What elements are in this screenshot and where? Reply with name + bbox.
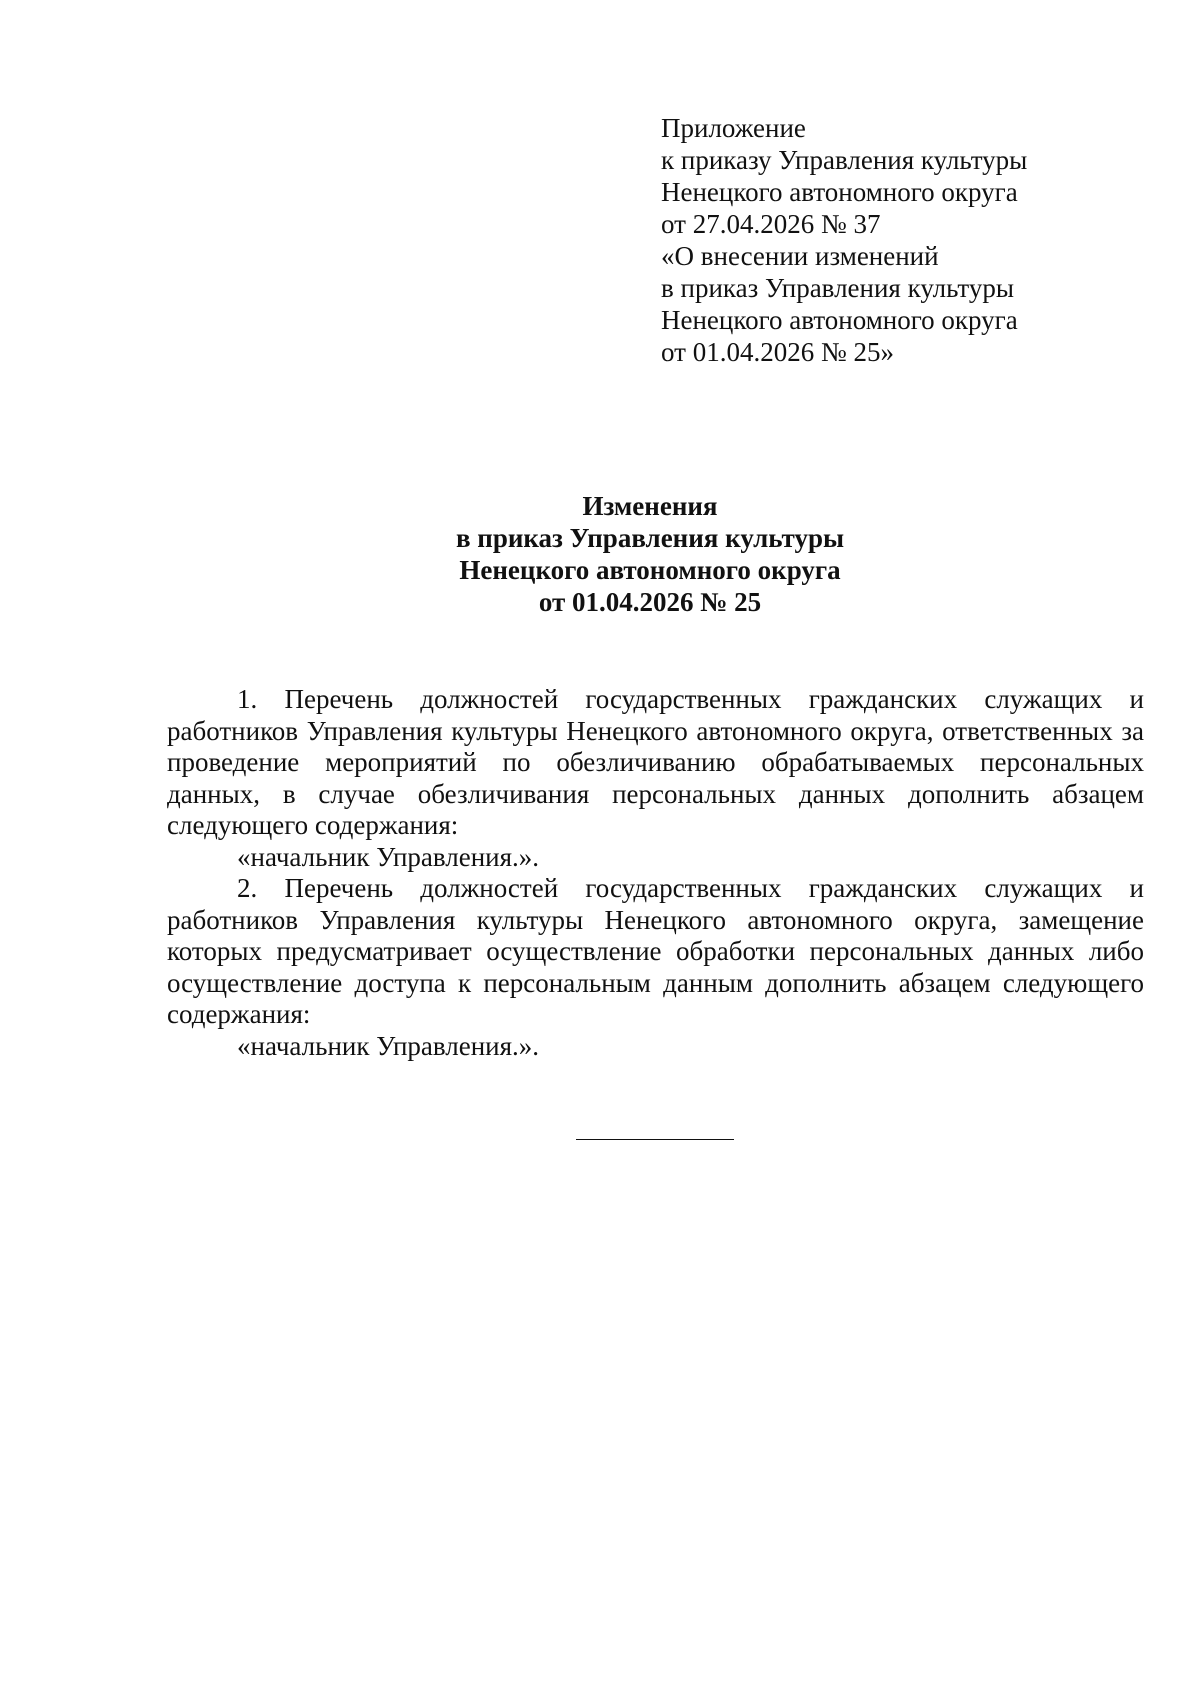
appendix-line: в приказ Управления культуры <box>661 273 1014 303</box>
title-line: Ненецкого автономного округа <box>459 555 841 585</box>
item-2-quote: «начальник Управления.». <box>237 1030 540 1061</box>
end-divider-line <box>576 1139 734 1140</box>
appendix-header <box>661 112 1141 368</box>
document-body <box>167 684 1144 1062</box>
title-line: Изменения <box>582 491 718 521</box>
document-title <box>0 490 1200 618</box>
appendix-line: от 01.04.2026 № 25» <box>661 337 894 367</box>
appendix-line: Приложение <box>661 113 806 143</box>
appendix-line: «О внесении изменений <box>661 241 939 271</box>
appendix-line: Ненецкого автономного округа <box>661 305 1018 335</box>
appendix-line: Ненецкого автономного округа <box>661 177 1018 207</box>
item-1-quote: «начальник Управления.». <box>237 841 540 872</box>
title-line: от 01.04.2026 № 25 <box>538 587 762 617</box>
appendix-line: к приказу Управления культуры <box>661 145 1028 175</box>
appendix-line: от 27.04.2026 № 37 <box>661 209 881 239</box>
item-2-paragraph: 2. Перечень должностей государственных гражданских служащих и работников Управления культуры Ненецкого автономного округа, замещение которых предусматривает осуществление обработки персональных данных либо осуществление доступа к персональным данным дополнить абзацем следующего содержания: <box>167 873 1144 1029</box>
item-1-paragraph: 1. Перечень должностей государственных гражданских служащих и работников Управления культуры Ненецкого автономного округа, ответственных за проведение мероприятий по обезличиванию обрабатываемых персональных данных, в случае обезличивания персональных данных дополнить абзацем следующего содержания: <box>167 684 1144 840</box>
title-line: в приказ Управления культуры <box>455 523 845 553</box>
